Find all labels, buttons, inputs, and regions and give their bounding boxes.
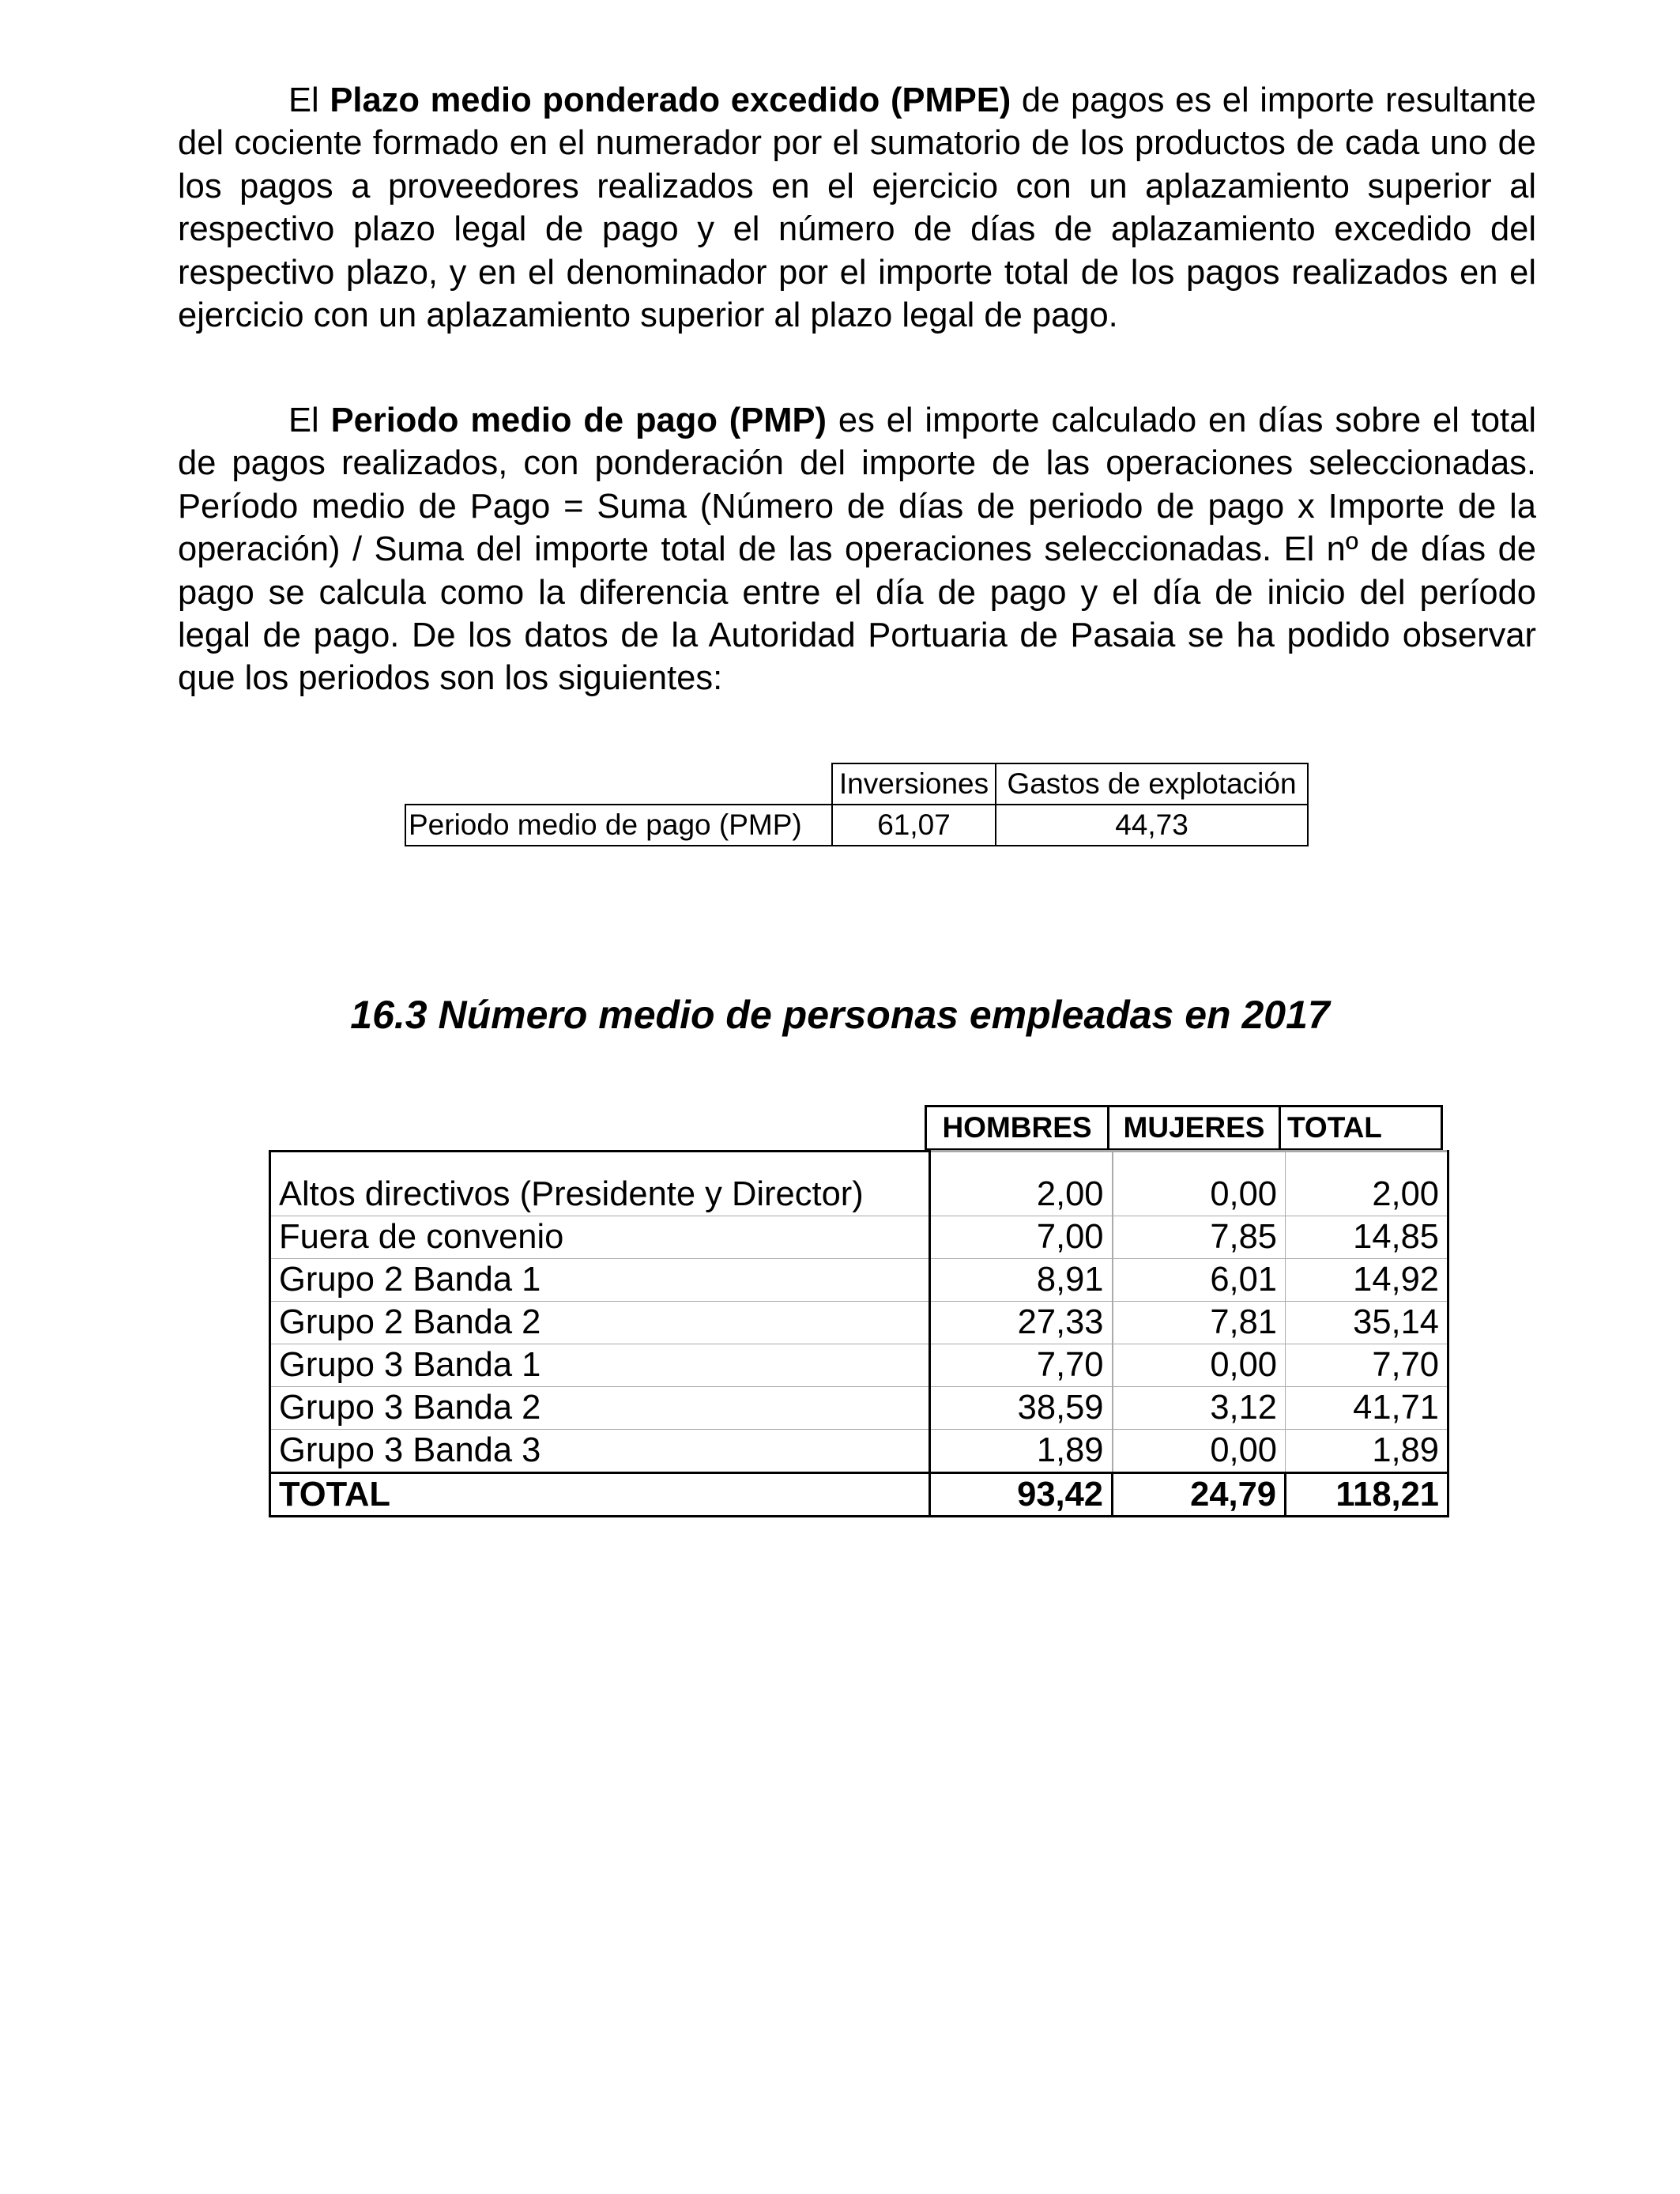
pmpe-lead: El [288, 81, 330, 119]
employees-header [925, 1105, 1443, 1151]
pmp-paragraph [178, 399, 1536, 700]
row-total: 14,85 [1286, 1216, 1448, 1259]
table-row [270, 1430, 1448, 1473]
row-category: Grupo 3 Banda 2 [270, 1387, 930, 1430]
table-row [270, 1387, 1448, 1430]
row-total: 7,70 [1286, 1344, 1448, 1387]
pmpe-text: de pagos es el importe resultante del cociente formado en el numerador por el sumatorio de los productos de cada uno de los pagos a proveedores realizados en el ejercicio con un aplazamiento superior al respectivo plazo legal de pago y el número de días de aplazamiento excedido del respectivo plazo, y en el denominador por el importe total de los pagos realizados en el ejercicio con un aplazamiento superior al plazo legal de pago. [178, 81, 1537, 335]
header-mujeres: MUJERES [1109, 1106, 1280, 1150]
pmp-row-gastos: 44,73 [996, 805, 1308, 846]
row-category: Fuera de convenio [270, 1216, 930, 1259]
total-row [270, 1473, 1448, 1517]
pmp-header-inversiones: Inversiones [832, 763, 996, 805]
row-category: Altos directivos (Presidente y Director) [270, 1152, 930, 1216]
row-total: 1,89 [1286, 1430, 1448, 1473]
row-category: Grupo 2 Banda 2 [270, 1302, 930, 1344]
table-row [270, 1302, 1448, 1344]
row-mujeres: 7,81 [1113, 1302, 1286, 1344]
row-category: Grupo 2 Banda 1 [270, 1259, 930, 1302]
header-hombres: HOMBRES [926, 1106, 1109, 1150]
total-hombres: 93,42 [930, 1473, 1113, 1517]
employees-table [269, 1150, 1449, 1517]
row-hombres: 38,59 [930, 1387, 1113, 1430]
row-mujeres: 3,12 [1113, 1387, 1286, 1430]
row-mujeres: 0,00 [1113, 1152, 1286, 1216]
row-mujeres: 0,00 [1113, 1430, 1286, 1473]
pmp-header-gastos: Gastos de explotación [996, 763, 1308, 805]
row-mujeres: 7,85 [1113, 1216, 1286, 1259]
pmpe-paragraph [178, 79, 1536, 337]
row-category: Grupo 3 Banda 1 [270, 1344, 930, 1387]
row-hombres: 1,89 [930, 1430, 1113, 1473]
pmp-term: Periodo medio de pago (PMP) [330, 401, 827, 439]
row-mujeres: 0,00 [1113, 1344, 1286, 1387]
table-row [270, 1152, 1448, 1216]
pmp-header-blank [405, 763, 832, 805]
row-total: 14,92 [1286, 1259, 1448, 1302]
pmp-data-row [405, 805, 1308, 846]
pmp-header-row [405, 763, 1308, 805]
section-heading: 16.3 Número medio de personas empleadas en 2017 [350, 993, 1330, 1037]
table-row [270, 1344, 1448, 1387]
row-hombres: 7,70 [930, 1344, 1113, 1387]
pmp-row-label: Periodo medio de pago (PMP) [405, 805, 832, 846]
pmpe-term: Plazo medio ponderado excedido (PMPE) [330, 81, 1011, 119]
pmp-text: es el importe calculado en días sobre el total de pagos realizados, con ponderación del importe de las operaciones seleccionadas. Período medio de Pago = Suma (Número de días de periodo de pago x Importe de la operación) / Suma del importe total de las operaciones seleccionadas. El nº de días de pago se calcula como la diferencia entre el día de pago y el día de inicio del período legal de pago. De los datos de la Autoridad Portuaria de Pasaia se ha podido observar que los periodos son los siguientes: [178, 401, 1536, 698]
header-total: TOTAL [1280, 1106, 1442, 1150]
row-total: 35,14 [1286, 1302, 1448, 1344]
row-hombres: 2,00 [930, 1152, 1113, 1216]
table-row [270, 1259, 1448, 1302]
row-total: 41,71 [1286, 1387, 1448, 1430]
pmp-row-inversiones: 61,07 [832, 805, 996, 846]
row-hombres: 8,91 [930, 1259, 1113, 1302]
total-label: TOTAL [270, 1473, 930, 1517]
total-mujeres: 24,79 [1113, 1473, 1286, 1517]
table-row [270, 1216, 1448, 1259]
pmp-table [405, 763, 1309, 846]
row-hombres: 27,33 [930, 1302, 1113, 1344]
row-total: 2,00 [1286, 1152, 1448, 1216]
employees-header-row [926, 1106, 1442, 1150]
row-hombres: 7,00 [930, 1216, 1113, 1259]
pmp-lead: El [288, 401, 331, 439]
row-category: Grupo 3 Banda 3 [270, 1430, 930, 1473]
total-total: 118,21 [1286, 1473, 1448, 1517]
row-mujeres: 6,01 [1113, 1259, 1286, 1302]
